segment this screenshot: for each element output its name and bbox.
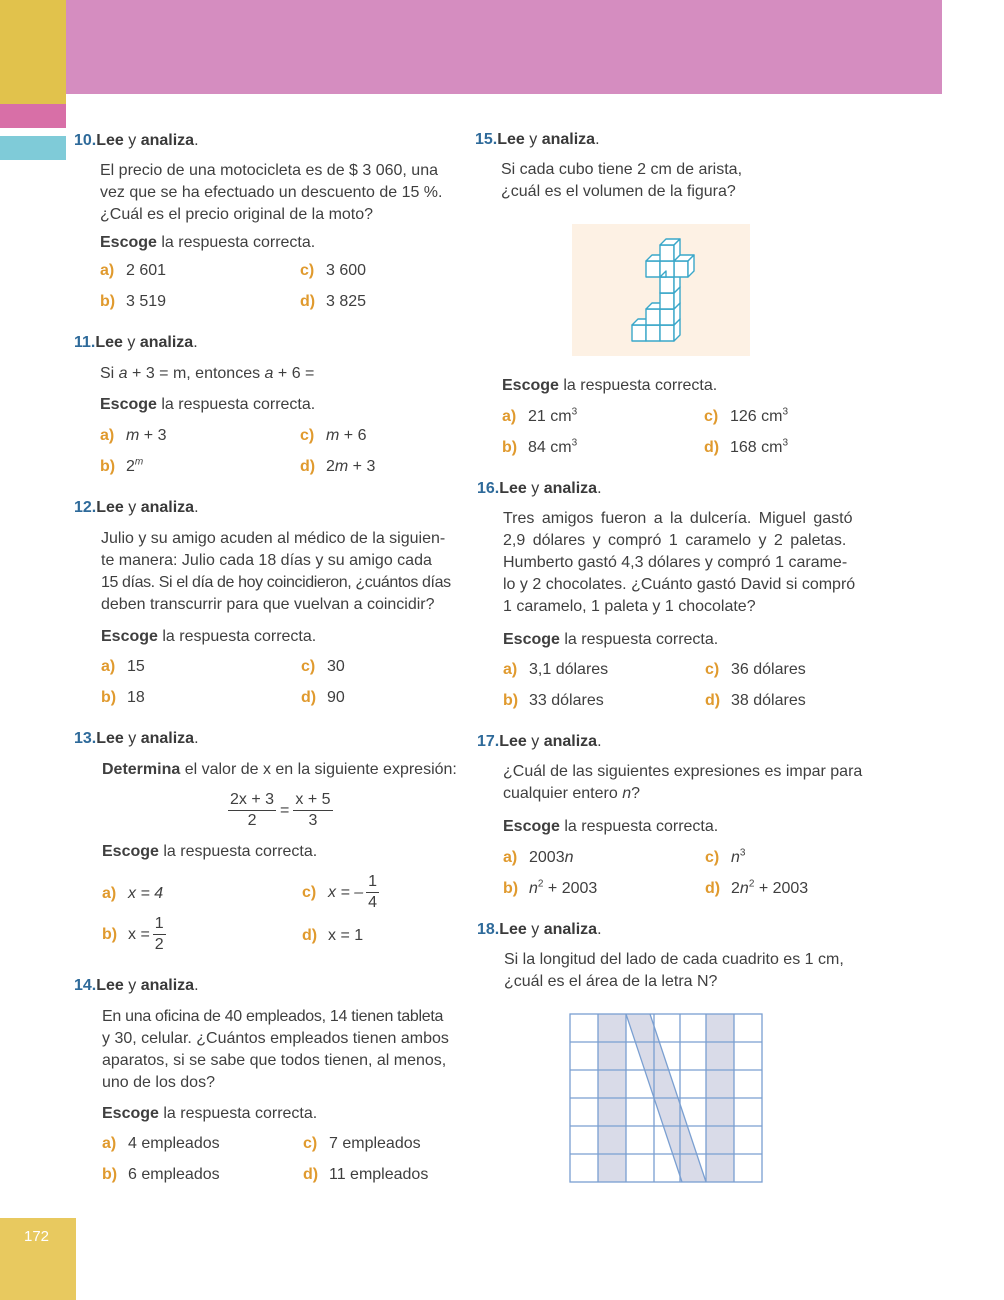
choose-instruction: Escoge la respuesta correcta. [100,396,316,413]
question-number: 10. [74,132,97,149]
option-b[interactable]: b) 33 dólares [503,692,604,709]
option-c[interactable]: c) 126 $cm^3$ [704,406,789,425]
question-number: 12. [74,499,97,516]
option-a[interactable]: a) 15 [101,658,145,675]
option-a[interactable]: a) 21 $cm^3$ [502,406,578,425]
option-a[interactable]: a) x = 4 [102,885,164,902]
question-heading: 10.Lee y analiza. [74,132,199,149]
question-text-line: cualquier entero n? [503,785,640,802]
question-number: 17. [477,733,500,750]
question-text-line: Humberto gastó 4,3 dólares y compró 1 carame- [503,554,848,571]
cube-figure [572,224,750,356]
question-heading: 15.Lee y analiza. [475,131,600,148]
question-number: 16. [477,480,500,497]
question-heading: 14.Lee y analiza. [74,977,199,994]
option-d[interactable]: d) 38 dólares [705,692,806,709]
question-number: 14. [74,977,97,994]
question-14 [74,975,454,1183]
side-tab-cyan [0,136,66,160]
option-b[interactable]: b) 84 $cm^3$ [502,437,578,456]
question-text-line: deben transcurrir para que vuelvan a coincidir? [101,596,435,613]
choose-instruction: Escoge la respuesta correcta. [100,234,316,251]
question-text-line: 15 días. Si el día de hoy coincidieron, ¿cuántos días [101,574,451,591]
question-17 [477,731,867,897]
question-heading: 13.Lee y analiza. [74,730,199,747]
question-text-line: Si a + 3 = m, entonces a + 6 = [100,365,315,382]
letter-n-grid [568,1012,764,1184]
question-10 [74,130,454,310]
option-a[interactable]: a) 3,1 dólares [503,661,609,678]
question-16 [477,478,867,709]
option-b[interactable]: b) 2$^m$ [100,456,144,475]
option-d[interactable]: d) 2m + 3 [300,458,376,475]
question-number: 18. [477,921,500,938]
question-text-line: lo y 2 chocolates. ¿Cuánto gastó David si compró [503,576,856,593]
option-c[interactable]: c) 7 empleados [303,1135,421,1152]
option-c[interactable]: c) x = – $\frac{1}{4}$ [302,873,378,911]
choose-instruction: Escoge la respuesta correcta. [502,377,718,394]
page-number: 172 [24,1228,50,1245]
question-heading: 18.Lee y analiza. [477,921,602,938]
question-text-line: Julio y su amigo acuden al médico de la siguien- [101,530,446,547]
choose-instruction: Escoge la respuesta correcta. [102,1105,318,1122]
option-a[interactable]: a) 4 empleados [102,1135,220,1152]
option-d[interactable]: d) 3 825 [300,293,367,310]
option-a[interactable]: a) 2 601 [100,262,167,279]
option-b[interactable]: b) 3 519 [100,293,167,310]
determine-instruction: Determina el valor de x en la siguiente expresión: [102,761,457,778]
question-12 [74,497,454,706]
option-b[interactable]: b) 18 [101,689,145,706]
question-heading: 17.Lee y analiza. [477,733,602,750]
equation: $\frac{2x + 3}{2}$ = $\frac{x + 5}{3}$ [230,791,331,829]
option-d[interactable]: d) 11 empleados [303,1166,429,1183]
option-c[interactable]: c) $n^3$ [705,847,746,866]
side-tab-pink [0,104,66,128]
option-b[interactable]: b) 6 empleados [102,1166,220,1183]
question-number: 13. [74,730,97,747]
fraction-right: $\frac{x + 5}{3}$ [295,791,331,829]
question-text-line: aparatos, si se sabe que todos tienen, al menos, [102,1052,447,1069]
choose-instruction: Escoge la respuesta correcta. [102,843,318,860]
question-text-line: ¿cuál es el área de la letra N? [504,973,718,990]
question-heading: 11.Lee y analiza. [74,334,198,351]
question-text-line: ¿Cuál de las siguientes expresiones es impar para [503,763,863,780]
question-heading: 16.Lee y analiza. [477,480,602,497]
question-text-line: ¿cuál es el volumen de la figura? [501,183,736,200]
option-d[interactable]: d) x = 1 [302,927,364,944]
option-c[interactable]: c) m + 6 [300,427,367,444]
question-text-line: 1 caramelo, 1 paleta y 1 chocolate? [503,598,756,615]
header-yellow-band [0,0,66,104]
question-heading: 12.Lee y analiza. [74,499,199,516]
question-11 [74,332,454,475]
option-d[interactable]: d) 168 $cm^3$ [704,437,789,456]
choose-instruction: Escoge la respuesta correcta. [503,818,719,835]
question-text-line: te manera: Julio cada 18 días y su amigo cada [101,552,432,569]
question-text-line: 2,9 dólares y compró 1 caramelo y 2 paletas. [503,532,847,549]
option-a[interactable]: a) 2003n [503,849,574,866]
question-number: 11. [74,334,96,351]
option-c[interactable]: c) 3 600 [300,262,367,279]
question-text-line: uno de los dos? [102,1074,215,1091]
option-b[interactable]: b) $n^2 + 2003$ [503,878,598,897]
option-d[interactable]: d) $2n^2 + 2003$ [705,878,809,897]
question-text-line: Si cada cubo tiene 2 cm de arista, [501,161,743,178]
question-13 [74,728,457,953]
option-b[interactable]: b) x = $\frac{1}{2}$ [102,915,164,953]
option-c[interactable]: c) 30 [301,658,345,675]
choose-instruction: Escoge la respuesta correcta. [503,631,719,648]
question-15 [475,129,865,456]
option-a[interactable]: a) m + 3 [100,427,167,444]
question-text-line: El precio de una motocicleta es de $ 3 060, una [100,162,438,179]
question-18 [477,919,867,990]
question-text-line: Si la longitud del lado de cada cuadrito es 1 cm, [504,951,844,968]
option-c[interactable]: c) 36 dólares [705,661,806,678]
question-text-line: ¿Cuál es el precio original de la moto? [100,206,374,223]
choose-instruction: Escoge la respuesta correcta. [101,628,317,645]
question-text-line: vez que se ha efectuado un descuento de 15 %. [100,184,443,201]
question-text-line: Tres amigos fueron a la dulcería. Miguel gastó [503,510,853,527]
fraction-left: $\frac{2x + 3}{2}$ [230,791,275,829]
question-number: 15. [475,131,498,148]
header-pink-band [66,0,942,94]
question-text-line: En una oficina de 40 empleados, 14 tienen tableta [102,1008,444,1025]
question-text-line: y 30, celular. ¿Cuántos empleados tienen ambos [102,1030,449,1047]
option-d[interactable]: d) 90 [301,689,345,706]
